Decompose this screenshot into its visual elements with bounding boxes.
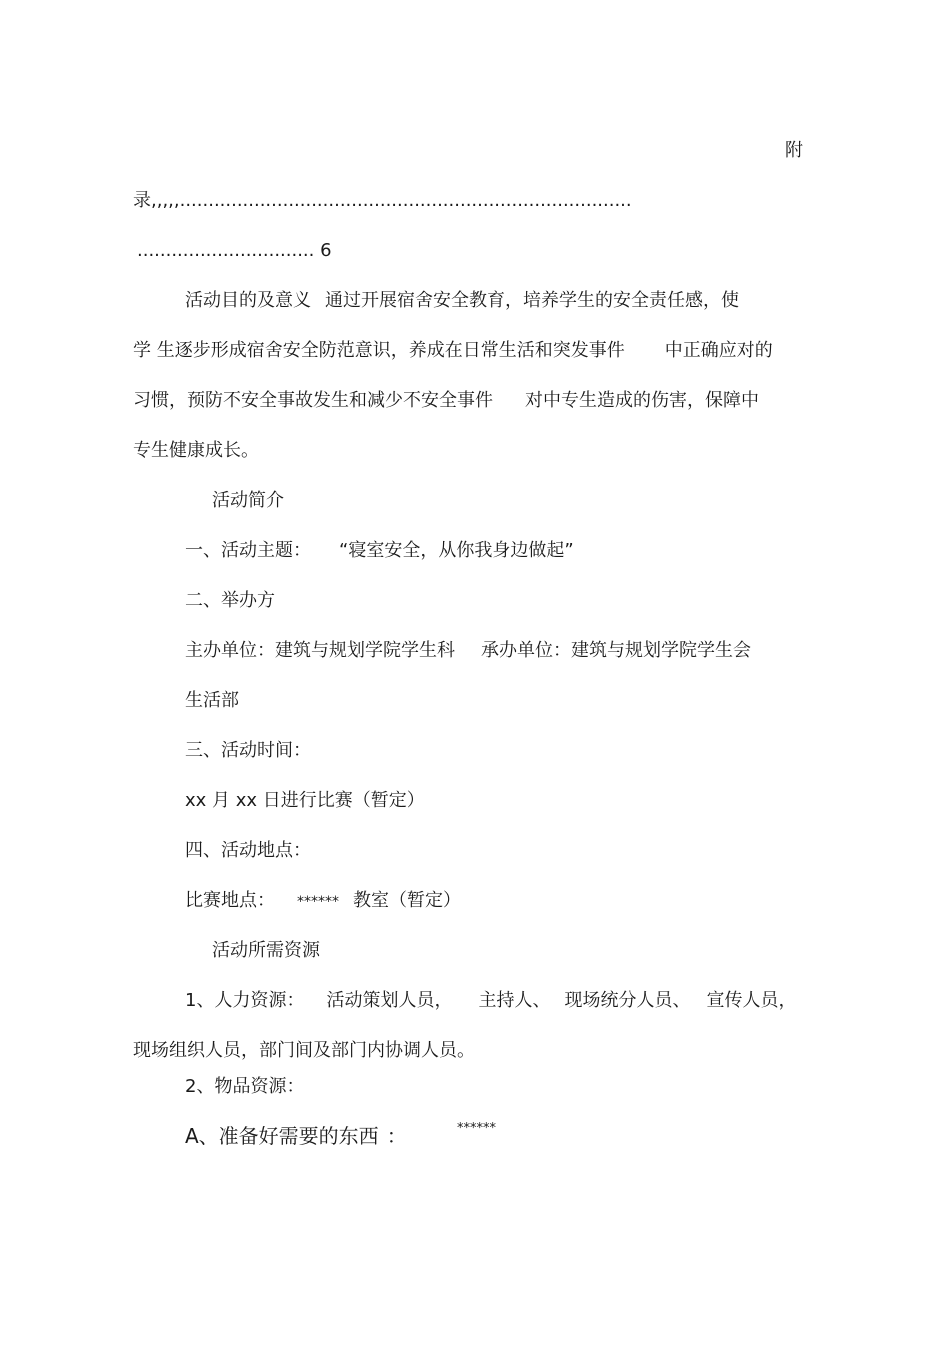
time-heading: 三、活动时间： — [185, 740, 311, 761]
human-item-4: 宣传人员， — [706, 990, 797, 1011]
purpose-text-2a: 学 生逐步形成宿舍安全防范意识，养成在日常生活和突发事件 — [133, 340, 625, 361]
toc-dot-leader-2: ............................... — [137, 240, 315, 261]
purpose-text-3b: 对中专生造成的伤害，保障中 — [525, 390, 759, 411]
theme-line — [185, 538, 574, 564]
organizer-line — [185, 638, 751, 664]
purpose-text-3a: 习惯，预防不安全事故发生和减少不安全事件 — [133, 390, 493, 411]
toc-appendix-line — [133, 188, 632, 214]
purpose-line-1 — [185, 288, 739, 314]
toc-page-line — [137, 238, 332, 264]
place-value: 教室（暂定） — [353, 890, 461, 911]
place-label: 比赛地点： — [185, 890, 275, 911]
human-item-3: 现场统分人员、 — [564, 990, 691, 1011]
place-stars: ****** — [297, 894, 339, 910]
purpose-line-3 — [133, 388, 759, 414]
human-resources-line-2: 现场组织人员，部门间及部门内协调人员。 — [133, 1040, 475, 1061]
item-a-stars: ****** — [457, 1121, 496, 1136]
item-a-line — [185, 1123, 407, 1149]
item-a-colon: ： — [386, 1124, 407, 1148]
host-unit: 主办单位：建筑与规划学院学生科 — [185, 640, 455, 661]
purpose-text-1: 通过开展宿舍安全教育，培养学生的安全责任感，使 — [325, 290, 739, 311]
undertaker-unit: 承办单位：建筑与规划学院学生会 — [481, 640, 751, 661]
toc-dot-leader: ............................................................................... — [179, 190, 632, 211]
human-resources-line — [185, 988, 796, 1014]
human-item-2: 主持人、 — [478, 990, 551, 1011]
purpose-line-2 — [133, 338, 773, 364]
resources-heading: 活动所需资源 — [212, 940, 320, 961]
item-a-text: A、准备好需要的东西 — [185, 1124, 379, 1148]
undertaker-dept: 生活部 — [185, 690, 239, 711]
toc-appendix-char: 附 — [785, 140, 803, 161]
purpose-title: 活动目的及意义 — [185, 290, 311, 311]
toc-page-number: 6 — [320, 240, 332, 261]
organizer-heading: 二、举办方 — [185, 590, 275, 611]
intro-heading: 活动简介 — [212, 490, 284, 511]
place-heading: 四、活动地点： — [185, 840, 311, 861]
place-line — [185, 888, 461, 915]
toc-appendix-label: 录,,,,, — [133, 190, 180, 211]
human-item-1: 活动策划人员， — [326, 990, 453, 1011]
theme-label: 一、活动主题： — [185, 540, 311, 561]
purpose-line-4: 专生健康成长。 — [133, 440, 259, 461]
goods-label: 2、物品资源： — [185, 1076, 305, 1097]
purpose-text-2b: 中正确应对的 — [664, 340, 773, 361]
theme-value: “寝室安全，从你我身边做起” — [339, 540, 574, 561]
time-value: xx 月 xx 日进行比赛（暂定） — [185, 790, 425, 811]
human-label: 1、人力资源： — [185, 990, 305, 1011]
